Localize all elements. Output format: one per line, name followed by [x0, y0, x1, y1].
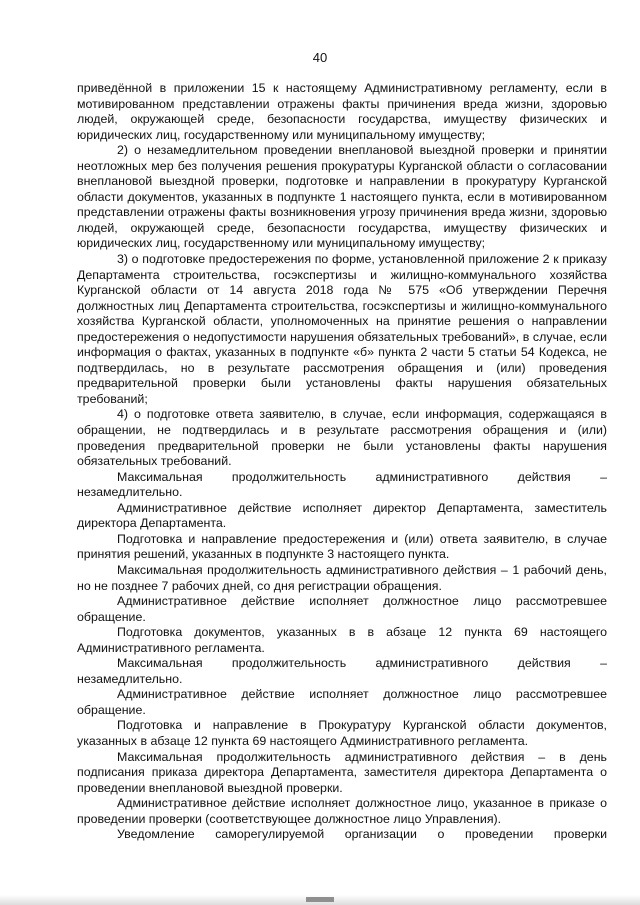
- paragraph-continuation: приведённой в приложении 15 к настоящему Административному регламенту, если в мотивированном представлении отражены факты причинения вреда жизни, здоровью людей, окружающей среде, безопасности государства, имуществу физических и юридических лиц, государственному или муниципальному имуществу;: [77, 81, 607, 142]
- paragraph-item-2: 2) о незамедлительном проведении внеплановой выездной проверки и принятии неотложных мер без получения решения прокуратуры Курганской области о согласовании внеплановой выездной проверки, подготовке и направлении в прокуратуру Курганской области документов, указанных в подпункте 1 настоящего пункта, если в мотивированном представлении отражены факты возникновения угрозу причинения вреда жизни, здоровью людей, окружающей среде, безопасности государства, имуществу физических и юридических лиц, государственному или муниципальному имуществу;: [77, 143, 607, 251]
- paragraph-prosecutor-submission: Подготовка и направление в Прокуратуру Курганской области документов, указанных в абзаце 12 пункта 69 настоящего Административного регламента.: [77, 718, 607, 748]
- paragraph-item-3: 3) о подготовке предостережения по форме, установленной приложение 2 к приказу Департамента строительства, госэкспертизы и жилищно-коммунального хозяйства Курганской области от 14 августа 2018 года № 575 «Об утверждении Перечня должностных лиц Департамента строительства, госэкспертизы и жилищно-коммунального хозяйства Курганской области, уполномоченных на принятие решения о направлении предостережения о недопустимости нарушения обязательных требований», в случае, если информация о фактах, указанных в подпункте «б» пункта 2 части 5 статьи 54 Кодекса, не подтвердилась, но в результате рассмотрения обращения и (или) проведения предварительной проверки были установлены факты нарушения обязательных требований;: [77, 252, 607, 406]
- paragraph-max-duration: Максимальная продолжительность административного действия – в день подписания приказа директора Департамента, заместителя директора Департамента о проведении внеплановой выездной проверки.: [77, 749, 607, 795]
- paragraph-max-duration: Максимальная продолжительность административного действия – 1 рабочий день, но не позднее 7 рабочих дней, со дня регистрации обращения.: [77, 562, 607, 593]
- document-body: [77, 81, 607, 843]
- paragraph-executor: Административное действие исполняет должностное лицо рассмотревшее обращение.: [77, 594, 607, 624]
- paragraph-documents-preparation: Подготовка документов, указанных в в абзаце 12 пункта 69 настоящего Административного регламента.: [77, 625, 607, 655]
- paragraph-executor: Административное действие исполняет должностное лицо, указанное в приказе о проведении проверки (соответствующее должностное лицо Управления).: [77, 796, 607, 826]
- paragraph-executor: Административное действие исполняет директор Департамента, заместитель директора Департамента.: [77, 500, 607, 531]
- scan-mark: [306, 897, 334, 902]
- paragraph-sro-notification: Уведомление саморегулируемой организации о проведении проверки: [117, 827, 607, 842]
- paragraph-max-duration: Максимальная продолжительность административного действия – незамедлительно.: [77, 656, 607, 686]
- page-number: 40: [312, 50, 328, 65]
- paragraph-warning-preparation: Подготовка и направление предостережения и (или) ответа заявителю, в случае принятия решений, указанных в подпункте 3 настоящего пункта.: [77, 531, 607, 562]
- paragraph-executor: Административное действие исполняет должностное лицо рассмотревшее обращение.: [77, 687, 607, 717]
- paragraph-max-duration: Максимальная продолжительность административного действия – незамедлительно.: [77, 469, 607, 500]
- paragraph-item-4: 4) о подготовке ответа заявителю, в случае, если информация, содержащаяся в обращении, не подтвердилась и в результате рассмотрения обращения и (или) проведения предварительной проверки не были установлены факты нарушения обязательных требований.: [77, 407, 607, 469]
